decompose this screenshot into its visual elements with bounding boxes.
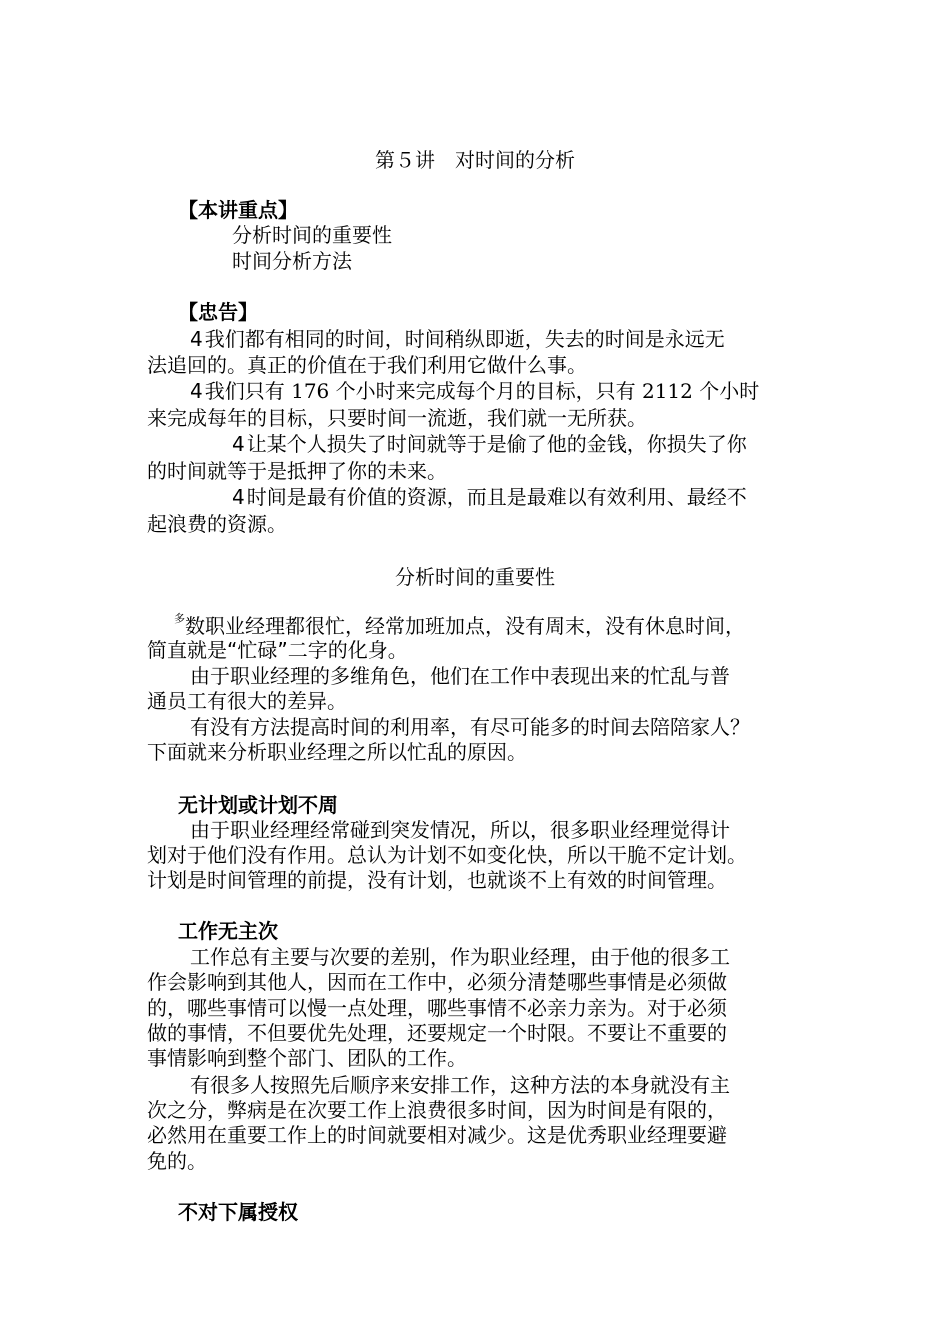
bullet-icon: 4 (190, 379, 203, 403)
paragraph-cont: 作会影响到其他人，因而在工作中，必须分清楚哪些事情是必须做 (147, 970, 727, 994)
subheading-no-plan: 无计划或计划不周 (178, 793, 338, 817)
paragraph: 有没有方法提高时间的利用率，有尽可能多的时间去陪陪家人？ (190, 715, 750, 739)
paragraph: 由于职业经理的多维角色，他们在工作中表现出来的忙乱与普 (190, 664, 730, 688)
paragraph: 工作总有主要与次要的差别，作为职业经理，由于他的很多工 (190, 945, 730, 969)
paragraph-cont: 免的。 (147, 1149, 207, 1173)
paragraph-cont: 次之分，弊病是在次要工作上浪费很多时间，因为时间是有限的， (147, 1098, 727, 1122)
paragraph: 有很多人按照先后顺序来安排工作，这种方法的本身就没有主 (190, 1073, 730, 1097)
paragraph-cont: 划对于他们没有作用。总认为计划不如变化快，所以干脆不定计划。 (147, 843, 747, 867)
key-point-item: 分析时间的重要性 (232, 223, 392, 247)
subheading-no-priority: 工作无主次 (178, 919, 278, 943)
advice-item-cont: 的时间就等于是抵押了你的未来。 (147, 459, 447, 483)
bullet-icon: 4 (190, 327, 203, 351)
advice-heading: 【忠告】 (178, 300, 258, 324)
paragraph: $^多$数职业经理都很忙，经常加班加点，没有周末，没有休息时间， (174, 612, 745, 638)
key-point-item: 时间分析方法 (232, 249, 352, 273)
paragraph-cont: 事情影响到整个部门、团队的工作。 (147, 1046, 467, 1070)
key-points-heading: 【本讲重点】 (178, 198, 298, 222)
paragraph-cont: 的，哪些事情可以慢一点处理，哪些事情不必亲力亲为。对于必须 (147, 996, 727, 1020)
advice-item-cont: 法追回的。真正的价值在于我们利用它做什么事。 (147, 353, 587, 377)
paragraph-cont: 通员工有很大的差异。 (147, 689, 347, 713)
subheading-no-delegation: 不对下属授权 (178, 1200, 298, 1224)
drop-mark: 多 (174, 612, 185, 625)
paragraph-cont: 做的事情，不但要优先处理，还要规定一个时限。不要让不重要的 (147, 1021, 727, 1045)
advice-item: 4 我们只有 176 个小时来完成每个月的目标，只有 2112 个小时 (190, 379, 760, 403)
advice-item: 4 时间是最有价值的资源，而且是最难以有效利用、最经不 (232, 485, 747, 509)
advice-item: 4 让某个人损失了时间就等于是偷了他的金钱，你损失了你 (232, 432, 747, 456)
paragraph-cont: 计划是时间管理的前提，没有计划，也就谈不上有效的时间管理。 (147, 868, 727, 892)
paragraph-cont: 下面就来分析职业经理之所以忙乱的原因。 (147, 740, 527, 764)
bullet-icon: 4 (232, 432, 245, 456)
advice-item: 4 我们都有相同的时间，时间稍纵即逝，失去的时间是永远无 (190, 327, 725, 351)
paragraph-cont: 简直就是“忙碌”二字的化身。 (147, 638, 408, 662)
page-title: 第５讲 对时间的分析 (375, 148, 575, 172)
paragraph-cont: 必然用在重要工作上的时间就要相对减少。这是优秀职业经理要避 (147, 1123, 727, 1147)
advice-item-cont: 来完成每年的目标，只要时间一流逝，我们就一无所获。 (147, 406, 647, 430)
section-title: 分析时间的重要性 (395, 565, 555, 589)
paragraph: 由于职业经理经常碰到突发情况，所以，很多职业经理觉得计 (190, 818, 730, 842)
bullet-icon: 4 (232, 485, 245, 509)
advice-item-cont: 起浪费的资源。 (147, 512, 287, 536)
